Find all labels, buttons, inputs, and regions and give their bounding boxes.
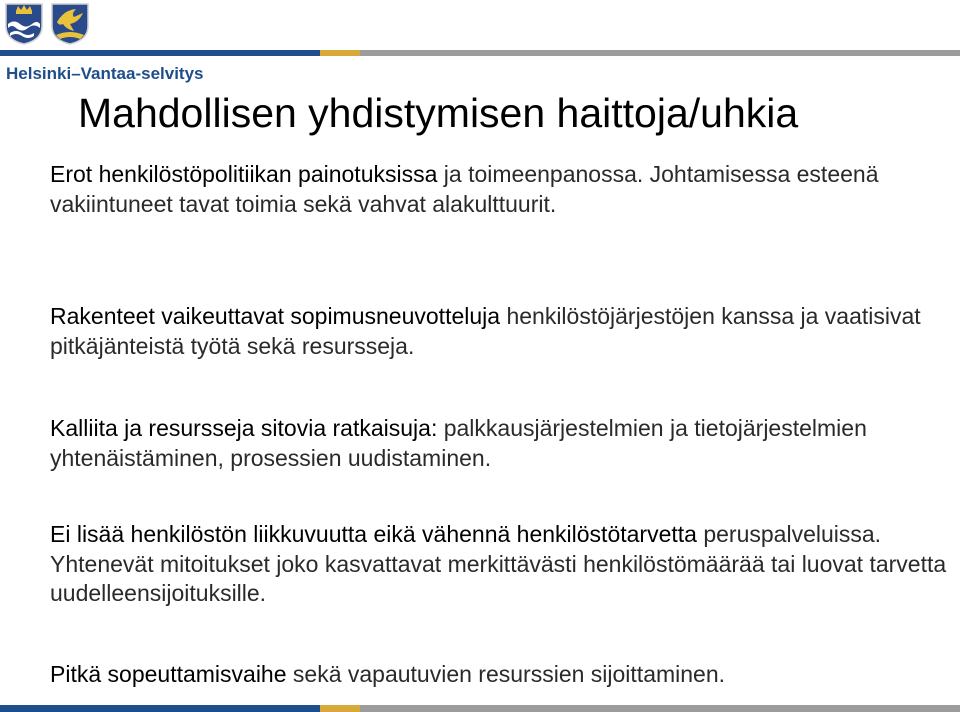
point-1	[50, 160, 955, 219]
vantaa-coat-of-arms-icon	[50, 2, 90, 46]
point-3	[50, 414, 955, 473]
point-2-text: henkilöstöjärjestöjen kanssa ja vaatisivat pitkäjänteistä työtä sekä resursseja.	[50, 303, 921, 359]
point-2	[50, 302, 955, 361]
point-1-lead: Erot henkilöstöpolitiikan painotuksissa	[50, 161, 438, 187]
point-1-text: ja toimeenpanossa. Johtamisessa esteenä vakiintuneet tavat toimia sekä vahvat alakulttuurit.	[50, 161, 879, 217]
point-3-lead: Kalliita ja resursseja sitovia ratkaisuja:	[50, 415, 438, 441]
header-stripe-gold	[320, 50, 360, 56]
point-3-text: palkkausjärjestelmien ja tietojärjestelmien yhtenäistäminen, prosessien uudistaminen.	[50, 415, 867, 471]
header-stripe	[0, 50, 960, 56]
point-4-lead: Ei lisää henkilöstön liikkuvuutta eikä vähennä henkilöstötarvetta	[50, 521, 697, 547]
point-4-text: peruspalveluissa. Yhtenevät mitoitukset joko kasvattavat merkittävästi henkilöstömäärää tai luovat tarvetta uudelleensijoituksille.	[50, 521, 947, 606]
footer-stripe-blue	[0, 705, 320, 712]
header-stripe-blue	[0, 50, 320, 56]
point-2-lead: Rakenteet vaikeuttavat sopimusneuvotteluja	[50, 303, 501, 329]
footer-stripe-grey	[360, 705, 960, 712]
slide-title: Mahdollisen yhdistymisen haittoja/uhkia	[78, 90, 799, 136]
point-5-text: sekä vapautuvien resurssien sijoittaminen.	[286, 661, 726, 687]
footer-stripe	[0, 705, 960, 712]
footer-stripe-gold	[320, 705, 360, 712]
org-name: Helsinki–Vantaa-selvitys	[6, 64, 204, 83]
header-stripe-grey	[360, 50, 960, 56]
point-5-lead: Pitkä sopeuttamisvaihe	[50, 661, 287, 687]
helsinki-coat-of-arms-icon	[4, 2, 44, 46]
point-5	[50, 660, 955, 690]
point-4	[50, 520, 955, 609]
